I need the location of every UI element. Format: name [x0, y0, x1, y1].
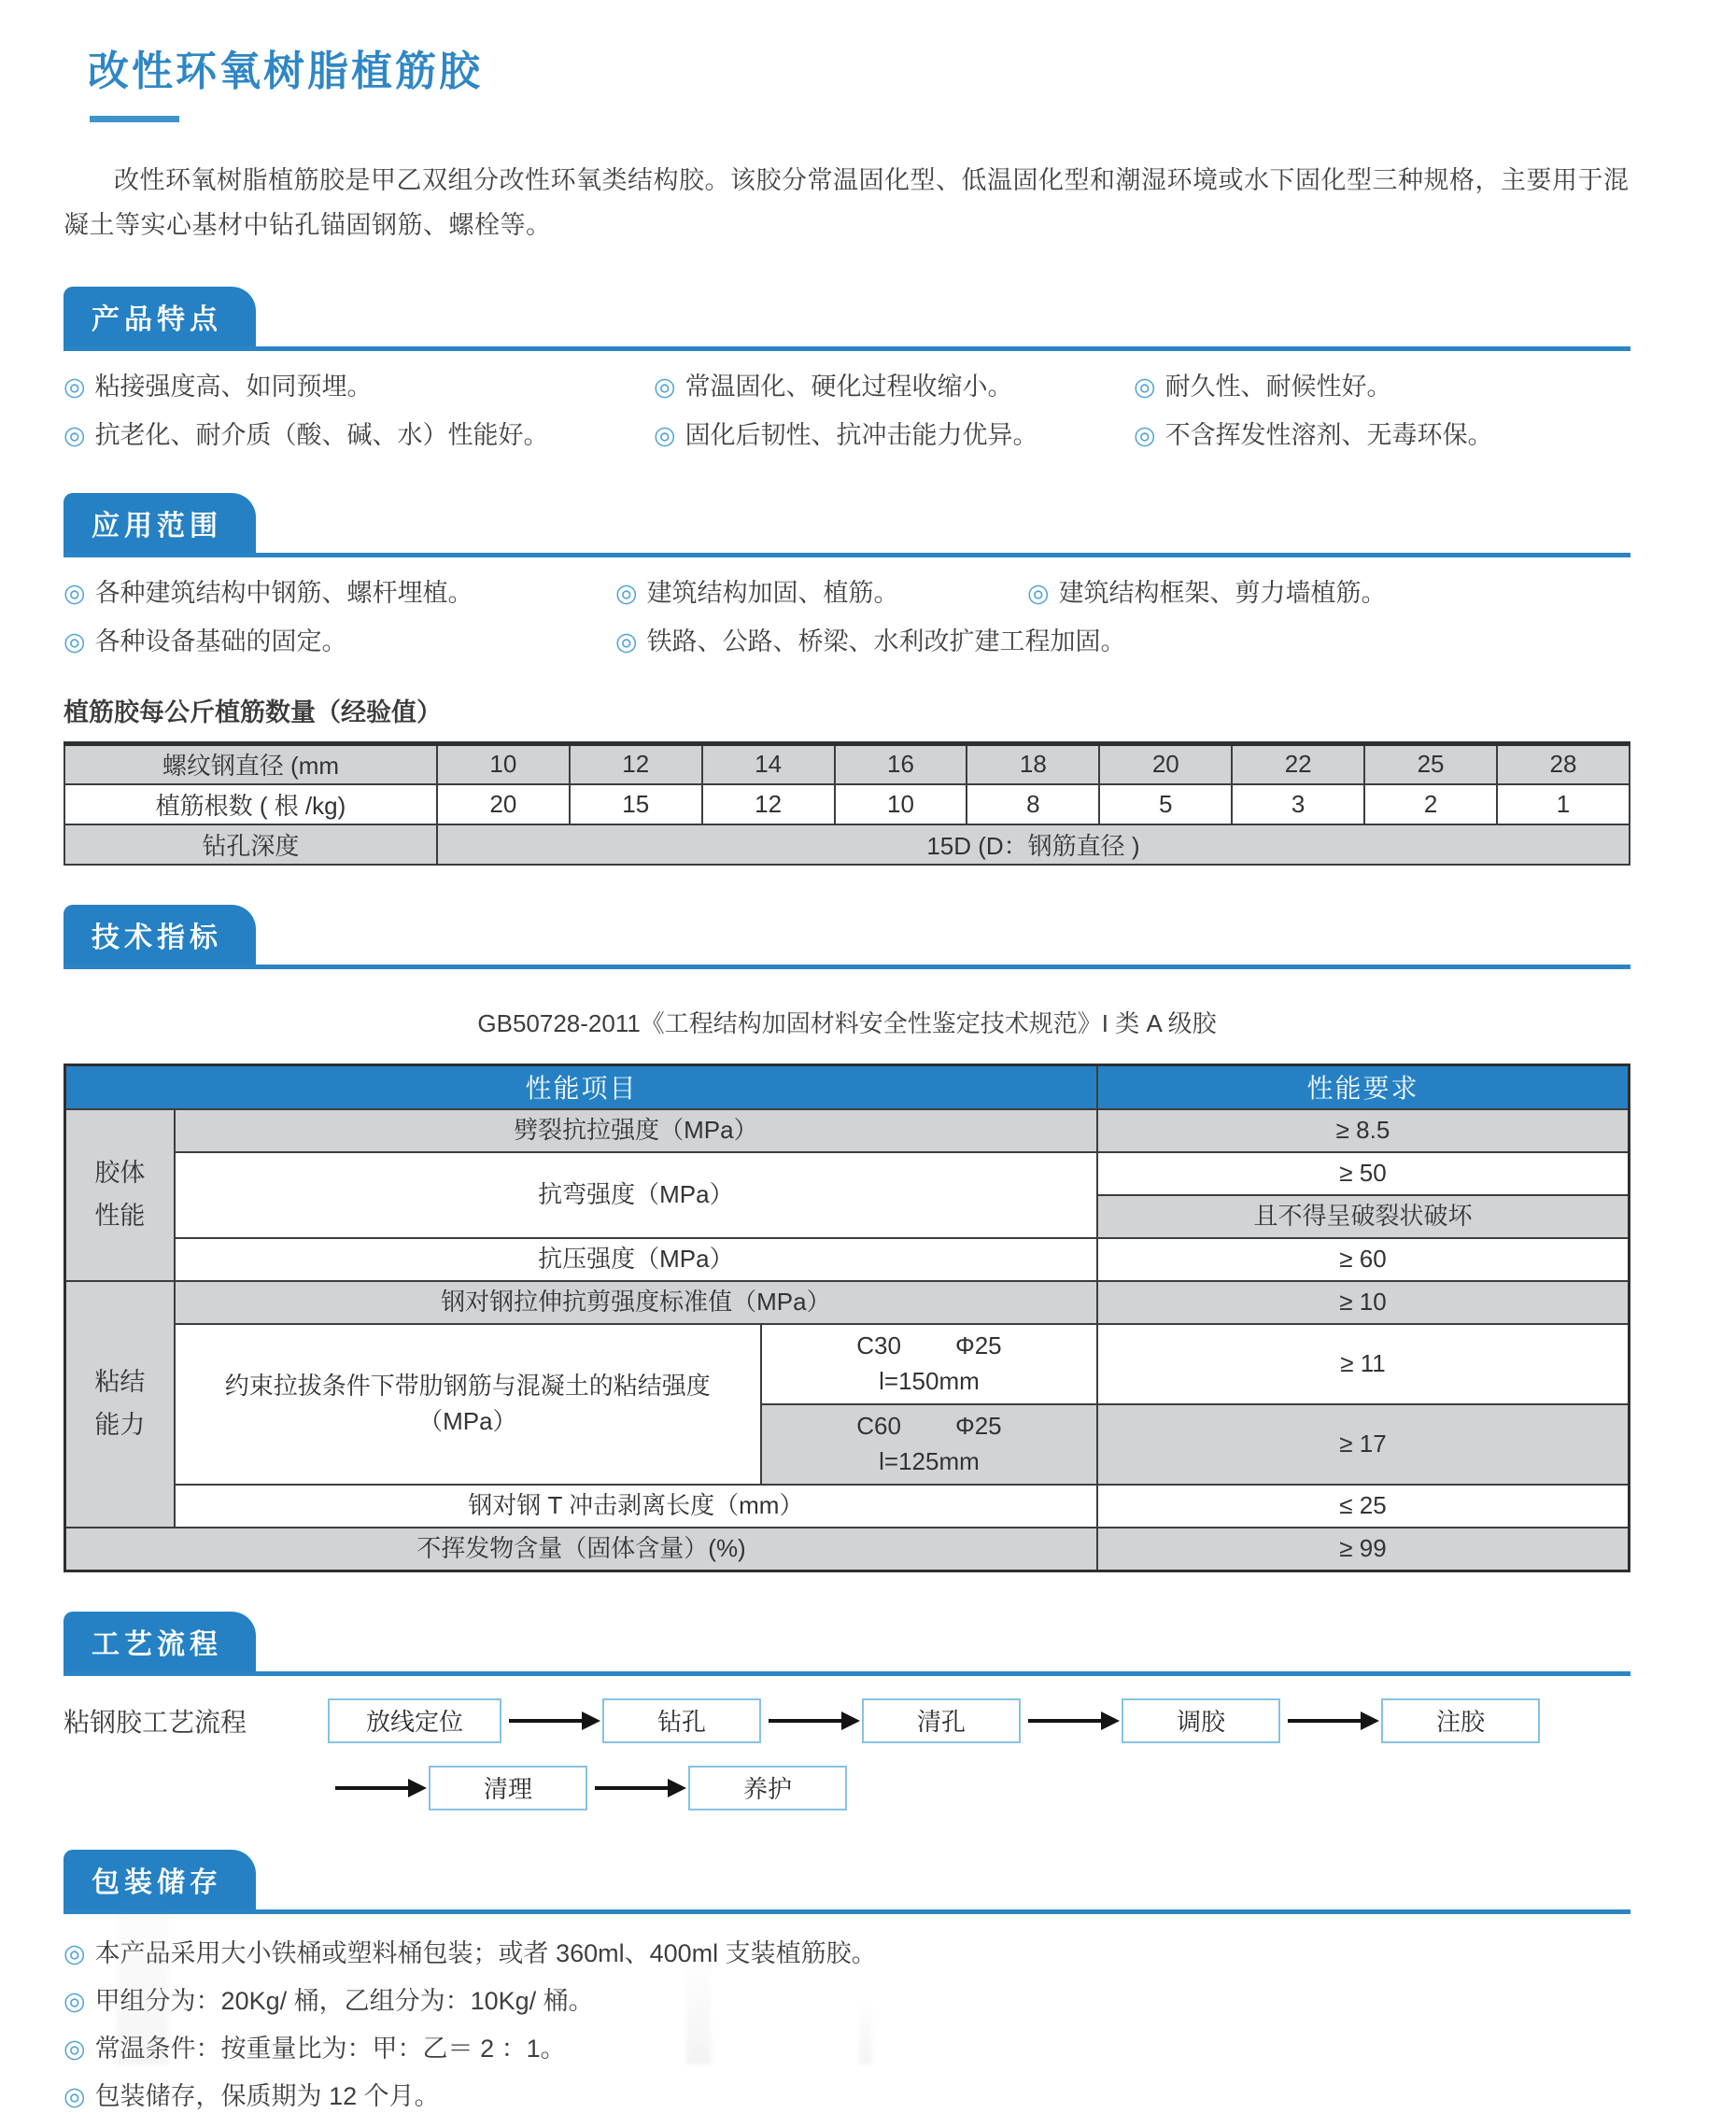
rebar-diameter-cell: 20 — [1099, 744, 1232, 784]
rebar-depth-row — [64, 824, 1630, 865]
feature-item-text: 常温固化、硬化过程收缩小。 — [685, 373, 1013, 401]
process-flow-row-1 — [328, 1698, 1630, 1743]
arrow-right-icon — [335, 1786, 421, 1790]
application-item-text: 各种设备基础的固定。 — [94, 627, 347, 655]
rebar-diameter-cell: 12 — [570, 744, 702, 784]
tech-row-split-tensile — [65, 1109, 1630, 1152]
tech-req-cell: ≥ 11 — [1097, 1324, 1630, 1404]
rebar-count-cell: 12 — [702, 784, 835, 824]
packaging-item — [64, 2032, 1630, 2065]
tech-req-cell: ≥ 10 — [1097, 1281, 1630, 1324]
packaging-item — [64, 1937, 1630, 1970]
tech-req-note-cell: 且不得呈破裂状破坏 — [1097, 1195, 1630, 1238]
application-item-text: 各种建筑结构中钢筋、螺杆埋植。 — [94, 579, 473, 607]
rebar-diameter-label-cell: 螺纹钢直径 (mm — [64, 744, 437, 784]
ring-bullet-icon: ◎ — [654, 421, 676, 449]
ring-bullet-icon: ◎ — [654, 373, 676, 401]
process-flowchart — [64, 1698, 1630, 1810]
process-flow-row-2 — [328, 1766, 1630, 1810]
feature-item — [654, 370, 1013, 403]
application-item — [64, 625, 347, 658]
tech-item-cell: 约束拉拔条件下带肋钢筋与混凝土的粘结强度（MPa） — [175, 1324, 761, 1485]
tech-req-cell: ≥ 8.5 — [1097, 1109, 1630, 1152]
tech-item-cell: 不挥发物含量（固体含量）(%) — [65, 1528, 1098, 1571]
intro-paragraph: 改性环氧树脂植筋胶是甲乙双组分改性环氧类结构胶。该胶分常温固化型、低温固化型和潮湿环境或水下固化型三种规格，主要用于混凝土等实心基材中钻孔锚固钢筋、螺栓等。 — [64, 166, 1630, 239]
ring-bullet-icon: ◎ — [615, 627, 638, 655]
section-heading-features: 产品特点 — [64, 287, 256, 346]
tech-item-cell: 抗压强度（MPa） — [175, 1238, 1097, 1281]
feature-item-text: 抗老化、耐介质（酸、碱、水）性能好。 — [94, 421, 549, 449]
bond-grade: C60 — [856, 1412, 901, 1441]
packaging-item-text: 包装储存，保质期为 12 个月。 — [94, 2081, 440, 2110]
features-row — [64, 418, 1630, 454]
packaging-item — [64, 2079, 1630, 2113]
tech-item-cell: 劈裂抗拉强度（MPa） — [175, 1109, 1097, 1152]
tech-row-shear — [65, 1281, 1630, 1324]
rebar-diameter-cell: 16 — [835, 744, 967, 784]
feature-item-text: 粘接强度高、如同预埋。 — [94, 373, 373, 401]
bond-embed-length: l=125mm — [879, 1447, 980, 1475]
rebar-diameter-cell: 25 — [1364, 744, 1497, 784]
rebar-table-caption: 植筋胶每公斤植筋数量（经验值） — [64, 698, 442, 726]
flow-step-box: 清孔 — [862, 1698, 1021, 1743]
feature-item — [654, 418, 1038, 452]
tech-row-compressive — [65, 1238, 1630, 1281]
tech-header-row — [65, 1064, 1630, 1109]
tech-item-cell: 钢对钢拉伸抗剪强度标准值（MPa） — [175, 1281, 1097, 1324]
feature-item-text: 不含挥发性溶剂、无毒环保。 — [1164, 421, 1493, 449]
tech-item-cell: 钢对钢 T 冲击剥离长度（mm） — [175, 1485, 1097, 1528]
ring-bullet-icon: ◎ — [64, 579, 86, 607]
arrow-right-icon — [509, 1719, 595, 1723]
features-list — [64, 370, 1630, 454]
tech-col-item-header: 性能项目 — [65, 1064, 1098, 1109]
packaging-item — [64, 1984, 1630, 2018]
ring-bullet-icon: ◎ — [64, 627, 86, 655]
flow-step-box: 放线定位 — [328, 1698, 501, 1743]
title-underline — [90, 116, 179, 122]
section-heading-applications: 应用范围 — [64, 493, 256, 553]
application-item-text: 建筑结构加固、植筋。 — [646, 579, 899, 607]
page-title: 改性环氧树脂植筋胶 — [88, 49, 483, 94]
ring-bullet-icon: ◎ — [1134, 421, 1156, 449]
rebar-depth-label-cell: 钻孔深度 — [64, 824, 437, 865]
section-heading-tech: 技术指标 — [64, 905, 256, 965]
application-item — [615, 625, 1126, 658]
section-tech — [64, 905, 1630, 1572]
tech-bond-c60-cell — [761, 1404, 1097, 1485]
rebar-count-cell: 15 — [570, 784, 702, 824]
tech-req-cell: ≥ 50 — [1097, 1152, 1630, 1195]
rebar-count-cell: 8 — [967, 784, 1099, 824]
feature-item — [1134, 370, 1392, 403]
rebar-count-label-cell: 植筋根数 ( 根 /kg) — [64, 784, 437, 824]
ring-bullet-icon: ◎ — [64, 2081, 86, 2110]
rebar-table — [64, 741, 1630, 866]
rebar-count-cell: 3 — [1232, 784, 1364, 824]
rebar-count-cell: 2 — [1364, 784, 1497, 824]
arrow-right-icon — [1288, 1719, 1374, 1723]
applications-row — [64, 576, 1630, 612]
tech-req-cell: ≥ 60 — [1097, 1238, 1630, 1281]
ring-bullet-icon: ◎ — [64, 373, 86, 401]
packaging-item-text: 常温条件：按重量比为：甲：乙＝ 2 ：1。 — [94, 2034, 566, 2063]
flow-step-box: 注胶 — [1381, 1698, 1540, 1743]
tech-standard-note: GB50728-2011《工程结构加固材料安全性鉴定技术规范》I 类 A 级胶 — [477, 1008, 1217, 1037]
flow-step-box: 养护 — [688, 1766, 847, 1810]
section-heading-packaging: 包装储存 — [64, 1850, 256, 1909]
process-flow-label: 粘钢胶工艺流程 — [64, 1707, 247, 1737]
tech-item-cell: 抗弯强度（MPa） — [175, 1152, 1097, 1238]
rebar-diameter-cell: 18 — [967, 744, 1099, 784]
rebar-count-cell: 20 — [437, 784, 570, 824]
packaging-item-text: 本产品采用大小铁桶或塑料桶包装；或者 360ml、400ml 支装植筋胶。 — [94, 1938, 877, 1967]
tech-bond-c30-cell — [761, 1324, 1097, 1404]
application-item — [64, 576, 473, 610]
feature-item-text: 固化后韧性、抗冲击能力优异。 — [685, 421, 1038, 449]
application-item-text: 铁路、公路、桥梁、水利改扩建工程加固。 — [646, 627, 1126, 655]
ring-bullet-icon: ◎ — [64, 1986, 86, 2015]
rebar-count-cell: 5 — [1099, 784, 1232, 824]
rebar-diameter-cell: 28 — [1497, 744, 1630, 784]
bond-bar-size: Φ25 — [954, 1412, 1002, 1441]
tech-req-cell: ≤ 25 — [1097, 1485, 1630, 1528]
ring-bullet-icon: ◎ — [64, 421, 86, 449]
rebar-diameter-cell: 14 — [702, 744, 835, 784]
rebar-count-cell: 1 — [1497, 784, 1630, 824]
arrow-right-icon — [595, 1786, 681, 1790]
section-divider — [64, 905, 1630, 969]
rebar-depth-value-cell: 15D (D：钢筋直径 ) — [437, 824, 1630, 865]
features-row — [64, 370, 1630, 405]
section-applications — [64, 493, 1630, 660]
tech-req-cell: ≥ 99 — [1097, 1528, 1630, 1571]
rebar-diameter-cell: 10 — [437, 744, 570, 784]
section-features — [64, 287, 1630, 454]
section-heading-process: 工艺流程 — [64, 1612, 256, 1671]
ring-bullet-icon: ◎ — [615, 579, 638, 607]
ring-bullet-icon: ◎ — [1134, 373, 1156, 401]
tech-row-solid-content — [65, 1528, 1630, 1571]
arrow-right-icon — [1028, 1719, 1114, 1723]
tech-col-req-header: 性能要求 — [1097, 1064, 1630, 1109]
tech-table — [64, 1064, 1630, 1572]
flow-step-box: 钻孔 — [602, 1698, 761, 1743]
bond-bar-size: Φ25 — [954, 1331, 1002, 1360]
packaging-item-text: 甲组分为：20Kg/ 桶，乙组分为：10Kg/ 桶。 — [94, 1986, 594, 2015]
tech-group-bond-capacity: 粘结能力 — [65, 1281, 175, 1528]
bond-embed-length: l=150mm — [879, 1367, 980, 1395]
flow-diagram — [328, 1698, 1630, 1810]
feature-item — [64, 418, 549, 452]
rebar-diameter-row — [64, 744, 1630, 784]
packaging-list — [64, 1937, 1630, 2113]
section-divider — [64, 287, 1630, 351]
bond-grade: C30 — [856, 1331, 901, 1360]
tech-row-peel — [65, 1485, 1630, 1528]
ring-bullet-icon: ◎ — [64, 2034, 86, 2063]
section-process — [64, 1612, 1630, 1810]
flow-step-box: 清理 — [429, 1766, 587, 1810]
rebar-diameter-cell: 22 — [1232, 744, 1364, 784]
applications-row — [64, 625, 1630, 660]
application-item — [1027, 576, 1387, 610]
feature-item — [64, 370, 373, 403]
tech-row-flexural — [65, 1152, 1630, 1195]
applications-list — [64, 576, 1630, 660]
application-item-text: 建筑结构框架、剪力墙植筋。 — [1058, 579, 1387, 607]
ring-bullet-icon: ◎ — [64, 1938, 86, 1967]
section-divider — [64, 493, 1630, 557]
rebar-count-row — [64, 784, 1630, 824]
rebar-count-cell: 10 — [835, 784, 967, 824]
tech-req-cell: ≥ 17 — [1097, 1404, 1630, 1485]
tech-row-bond-c30 — [65, 1324, 1630, 1404]
feature-item — [1134, 418, 1493, 452]
application-item — [615, 576, 899, 610]
section-packaging — [64, 1850, 1630, 2113]
flow-step-box: 调胶 — [1122, 1698, 1280, 1743]
section-divider — [64, 1612, 1630, 1676]
tech-group-adhesive-body: 胶体性能 — [65, 1109, 175, 1281]
ring-bullet-icon: ◎ — [1027, 579, 1050, 607]
feature-item-text: 耐久性、耐候性好。 — [1164, 373, 1392, 401]
arrow-right-icon — [769, 1719, 854, 1723]
section-divider — [64, 1850, 1630, 1914]
